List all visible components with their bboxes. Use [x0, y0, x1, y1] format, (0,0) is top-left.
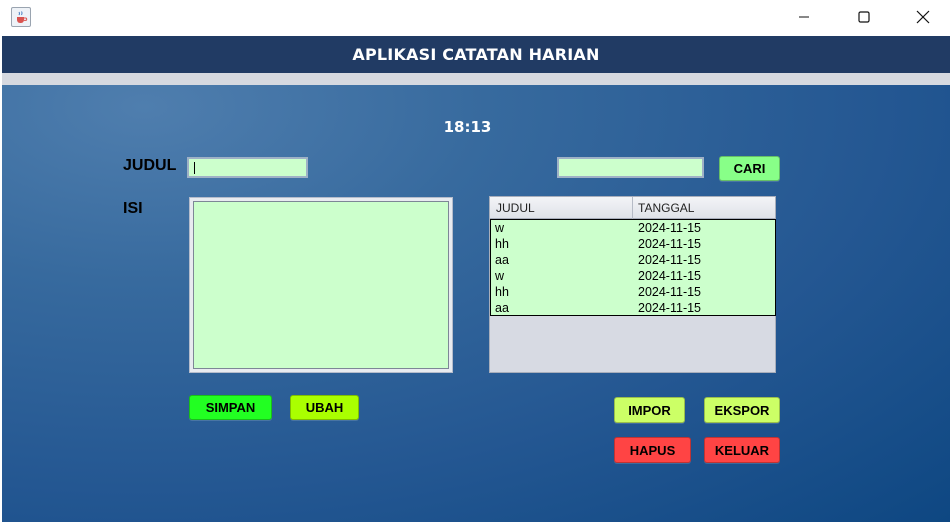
cell-tanggal: 2024-11-15 [638, 269, 702, 283]
hapus-button[interactable]: HAPUS [614, 437, 691, 463]
close-button[interactable] [894, 0, 952, 34]
maximize-button[interactable] [835, 0, 893, 34]
isi-textarea-container [189, 197, 453, 373]
java-cup-icon[interactable] [11, 7, 31, 27]
cell-tanggal: 2024-11-15 [638, 237, 702, 251]
cell-tanggal: 2024-11-15 [638, 253, 702, 267]
column-header-judul[interactable]: JUDUL [496, 201, 535, 215]
impor-button[interactable]: IMPOR [614, 397, 685, 423]
cell-judul: aa [495, 301, 509, 315]
header-divider [2, 73, 950, 85]
ekspor-button[interactable]: EKSPOR [704, 397, 780, 423]
text-caret [194, 162, 195, 174]
ubah-button[interactable]: UBAH [290, 395, 359, 420]
minimize-icon [798, 11, 810, 23]
table-row[interactable] [491, 236, 775, 252]
app-header [2, 36, 950, 73]
cell-judul: w [495, 221, 505, 235]
table-row[interactable] [491, 220, 775, 236]
table-row[interactable] [491, 268, 775, 284]
cell-tanggal: 2024-11-15 [638, 285, 702, 299]
main-panel [2, 85, 950, 522]
cell-tanggal: 2024-11-15 [638, 301, 702, 315]
minimize-button[interactable] [775, 0, 833, 34]
table-body [490, 219, 776, 316]
app-title: APLIKASI CATATAN HARIAN [352, 45, 600, 64]
search-input[interactable] [557, 157, 704, 178]
table-row[interactable] [491, 252, 775, 268]
cell-tanggal: 2024-11-15 [638, 221, 702, 235]
isi-label: ISI [123, 200, 143, 217]
close-icon [916, 10, 930, 24]
keluar-button[interactable]: KELUAR [704, 437, 780, 463]
table-row[interactable] [491, 300, 775, 316]
table-row[interactable] [491, 284, 775, 300]
clock-display: 18:13 [443, 118, 492, 136]
cell-judul: w [495, 269, 505, 283]
column-divider[interactable] [632, 197, 633, 219]
window-titlebar [0, 0, 952, 36]
column-header-tanggal[interactable]: TANGGAL [638, 201, 695, 215]
judul-input[interactable] [187, 157, 308, 178]
cell-judul: aa [495, 253, 509, 267]
simpan-button[interactable]: SIMPAN [189, 395, 272, 420]
maximize-icon [858, 11, 870, 23]
notes-table[interactable] [489, 196, 776, 373]
table-header [490, 197, 775, 219]
isi-textarea[interactable] [193, 201, 449, 369]
judul-label: JUDUL [123, 157, 177, 174]
cell-judul: hh [495, 285, 509, 299]
cari-button[interactable]: CARI [719, 156, 780, 181]
cell-judul: hh [495, 237, 509, 251]
